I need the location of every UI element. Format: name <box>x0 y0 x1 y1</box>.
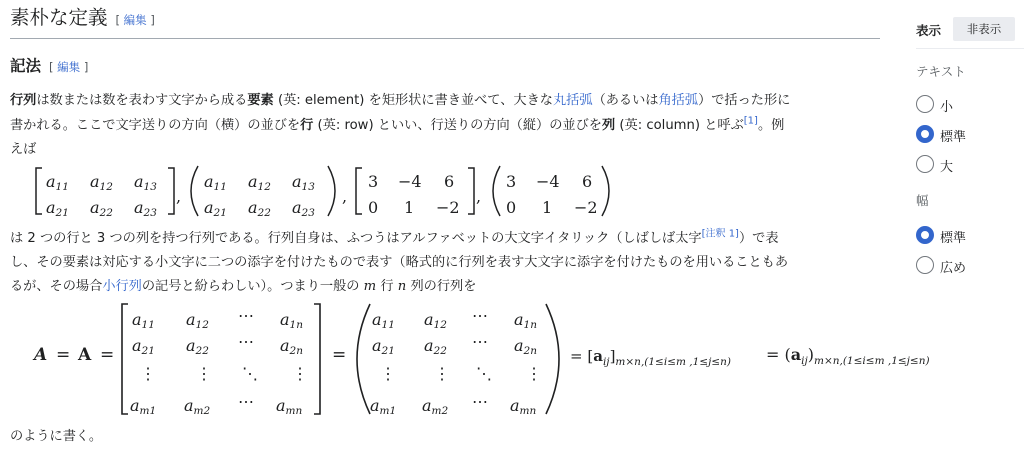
radio-label: 小 <box>940 100 954 115</box>
matrix-entry: $a_{m2}$ <box>184 396 211 417</box>
subsection-heading <box>10 56 88 76</box>
matrix-entry: $a_{22}$ <box>90 198 113 219</box>
matrix-entry: −4 <box>536 172 560 191</box>
radio-label: 標準 <box>940 231 967 246</box>
matrix-entry: 0 <box>506 198 517 217</box>
equals-sign: = <box>56 345 71 365</box>
matrix-entry: ⋯ <box>238 392 254 411</box>
matrix-entry: $a_{23}$ <box>292 198 315 219</box>
term-column: 列 <box>601 118 616 133</box>
matrix-entry: $a_{mn}$ <box>510 396 537 417</box>
subsection-title: 記法 <box>10 57 42 75</box>
edit-subsection-link[interactable]: [ 編集 ] <box>49 60 89 74</box>
bracket-right <box>314 304 320 414</box>
reference-link[interactable]: [1] <box>743 115 758 127</box>
paren-right <box>546 304 559 414</box>
paren-left <box>191 166 198 216</box>
paragraph-line <box>10 424 102 449</box>
matrix-entry: ⋯ <box>238 306 254 325</box>
matrix-entry: $a_{22}$ <box>248 198 271 219</box>
matrix-entry: $a_{11}$ <box>46 172 69 193</box>
link-minor[interactable]: 小行列 <box>102 279 142 294</box>
bracket-left <box>122 304 128 414</box>
radio-label: 広め <box>940 261 967 276</box>
text: 書かれる。ここで文字送りの方向（横）の並びを <box>10 118 301 133</box>
matrix-entry: $a_{m1}$ <box>370 396 397 417</box>
matrix-entry: 3 <box>506 172 517 191</box>
matrix-entry: 1 <box>404 198 415 217</box>
var-n: n <box>397 279 407 294</box>
matrix-entry: $a_{m2}$ <box>422 396 449 417</box>
edit-link[interactable]: 編集 <box>57 60 81 74</box>
matrix-entry: $a_{m1}$ <box>130 396 157 417</box>
matrix-entry: ⋮ <box>196 364 212 383</box>
paragraph-line <box>10 137 36 162</box>
matrix-entry: $a_{21}$ <box>132 336 155 357</box>
text: (英: element) を矩形状に書き並べて、大きな <box>273 93 553 108</box>
paragraph-line <box>10 88 790 113</box>
bracket-left <box>36 168 42 214</box>
text: は 2 つの行と 3 つの列を持つ行列である。行列自身は、ふつうはアルファベットの大文字イタリック（しばしば太字 <box>10 231 702 246</box>
edit-link[interactable]: 編集 <box>123 13 147 27</box>
matrix-entry: $a_{11}$ <box>132 310 155 331</box>
text: のように書く。 <box>10 429 103 444</box>
radio-text-standard[interactable] <box>916 125 934 143</box>
paragraph-line <box>10 250 788 275</box>
text: えば <box>10 142 37 157</box>
matrix-entry: 6 <box>444 172 455 191</box>
matrix-entry: $a_{21}$ <box>204 198 227 219</box>
index-notation-brackets: = $[a_{ij}]_{m\times n,(1\le i\le m ,1\le j\le n)}$ <box>570 347 732 368</box>
radio-label: 大 <box>940 160 954 175</box>
text: (英: row) といい、行送りの方向（縦）の並びを <box>313 118 602 133</box>
paren-right <box>602 166 609 216</box>
matrix-entry: 1 <box>542 198 553 217</box>
panel-title: 表示 <box>916 23 942 38</box>
matrix-entry: ⋯ <box>472 306 488 325</box>
matrix-entry: $a_{23}$ <box>134 198 157 219</box>
link-parentheses[interactable]: 丸括弧 <box>553 93 593 108</box>
matrix-entry: $a_{12}$ <box>90 172 113 193</box>
text: (英: column) と呼ぶ <box>615 118 744 133</box>
paragraph-line <box>10 274 476 299</box>
divider <box>916 48 1024 49</box>
matrix-entry: ⋮ <box>292 364 308 383</box>
radio-text-small[interactable] <box>916 95 934 113</box>
matrix-entry: $a_{1n}$ <box>280 310 303 331</box>
paren-left <box>357 304 370 414</box>
matrix-entry: ⋱ <box>242 364 258 383</box>
matrix-entry: ⋯ <box>472 392 488 411</box>
note-link[interactable]: [注釈 1] <box>701 228 739 240</box>
text: 。例 <box>757 118 785 133</box>
text: 行 <box>376 279 398 294</box>
text: し、その要素は対応する小文字に二つの添字を付けたもので表す（略式的に行列を表す大文字に添字を付けたものを用いることもあ <box>10 255 789 270</box>
bracket-left <box>356 168 362 214</box>
radio-label: 標準 <box>940 130 967 145</box>
edit-section-link[interactable]: [ 編集 ] <box>115 13 155 27</box>
matrix-entry: 3 <box>368 172 379 191</box>
matrix-entry: −2 <box>436 198 460 217</box>
matrix-entry: $a_{mn}$ <box>276 396 303 417</box>
matrix-entry: $a_{21}$ <box>46 198 69 219</box>
link-brackets[interactable]: 角括弧 <box>658 93 699 108</box>
matrix-entry: $a_{21}$ <box>372 336 395 357</box>
paren-left <box>493 166 500 216</box>
matrix-entry: ⋱ <box>476 364 492 383</box>
symbol-A: A <box>34 345 48 365</box>
matrix-entry: $a_{2n}$ <box>514 336 537 357</box>
term-row: 行 <box>300 118 314 133</box>
matrix-entry: $a_{22}$ <box>424 336 447 357</box>
text-section-label: テキスト <box>916 64 966 79</box>
matrix-entry: $a_{2n}$ <box>280 336 303 357</box>
section-title: 素朴な定義 <box>10 6 108 29</box>
radio-width-wide[interactable] <box>916 256 934 274</box>
text: は数または数を表わす文字から成る <box>36 93 248 108</box>
radio-width-standard[interactable] <box>916 226 934 244</box>
matrix-entry: ⋮ <box>140 364 156 383</box>
comma: , <box>476 187 482 206</box>
matrix-entry: $a_{13}$ <box>134 172 157 193</box>
text: ）で表 <box>738 231 779 246</box>
symbol-bold-A: A <box>78 345 92 365</box>
matrix-entry: $a_{11}$ <box>372 310 395 331</box>
matrix-entry: ⋯ <box>238 332 254 351</box>
width-section-label: 幅 <box>916 193 929 208</box>
matrix-entry: $a_{11}$ <box>204 172 227 193</box>
matrix-entry: $a_{13}$ <box>292 172 315 193</box>
appearance-panel <box>916 0 1024 453</box>
matrix-entry: $a_{22}$ <box>186 336 209 357</box>
hide-button[interactable]: 非表示 <box>953 17 1015 41</box>
matrix-entry: 0 <box>368 198 379 217</box>
text: ）で括った形に <box>698 93 791 108</box>
matrix-entry: $a_{12}$ <box>186 310 209 331</box>
bracket-right <box>468 168 474 214</box>
comma: , <box>176 187 182 206</box>
bracket-right <box>168 168 174 214</box>
equals-sign: = <box>332 345 347 365</box>
matrix-entry: ⋮ <box>526 364 542 383</box>
matrix-entry: $a_{1n}$ <box>514 310 537 331</box>
radio-text-large[interactable] <box>916 155 934 173</box>
section-heading <box>10 6 880 39</box>
matrix-entry: $a_{12}$ <box>424 310 447 331</box>
index-notation-parens: = $(a_{ij})_{m\times n,(1\le i\le m ,1\le j\le n)}$ <box>766 345 930 367</box>
matrix-entry: −2 <box>574 198 598 217</box>
text: 列の行列を <box>406 279 477 294</box>
matrix-entry: 6 <box>582 172 593 191</box>
var-m: m <box>363 279 377 294</box>
paragraph-line <box>10 226 779 251</box>
matrix-entry: $a_{12}$ <box>248 172 271 193</box>
term-matrix: 行列 <box>10 93 37 108</box>
equals-sign: = <box>100 345 115 365</box>
text: の記号と紛らわしい）。つまり一般の <box>141 279 364 294</box>
comma: , <box>342 187 348 206</box>
paragraph-line <box>10 113 784 138</box>
term-element: 要素 <box>247 93 274 108</box>
text: るが、その場合 <box>10 279 103 294</box>
matrix-entry: ⋯ <box>472 332 488 351</box>
matrix-entry: −4 <box>398 172 422 191</box>
text: （あるいは <box>592 93 659 108</box>
matrix-entry: ⋮ <box>380 364 396 383</box>
matrix-entry: ⋮ <box>434 364 450 383</box>
paren-right <box>328 166 335 216</box>
